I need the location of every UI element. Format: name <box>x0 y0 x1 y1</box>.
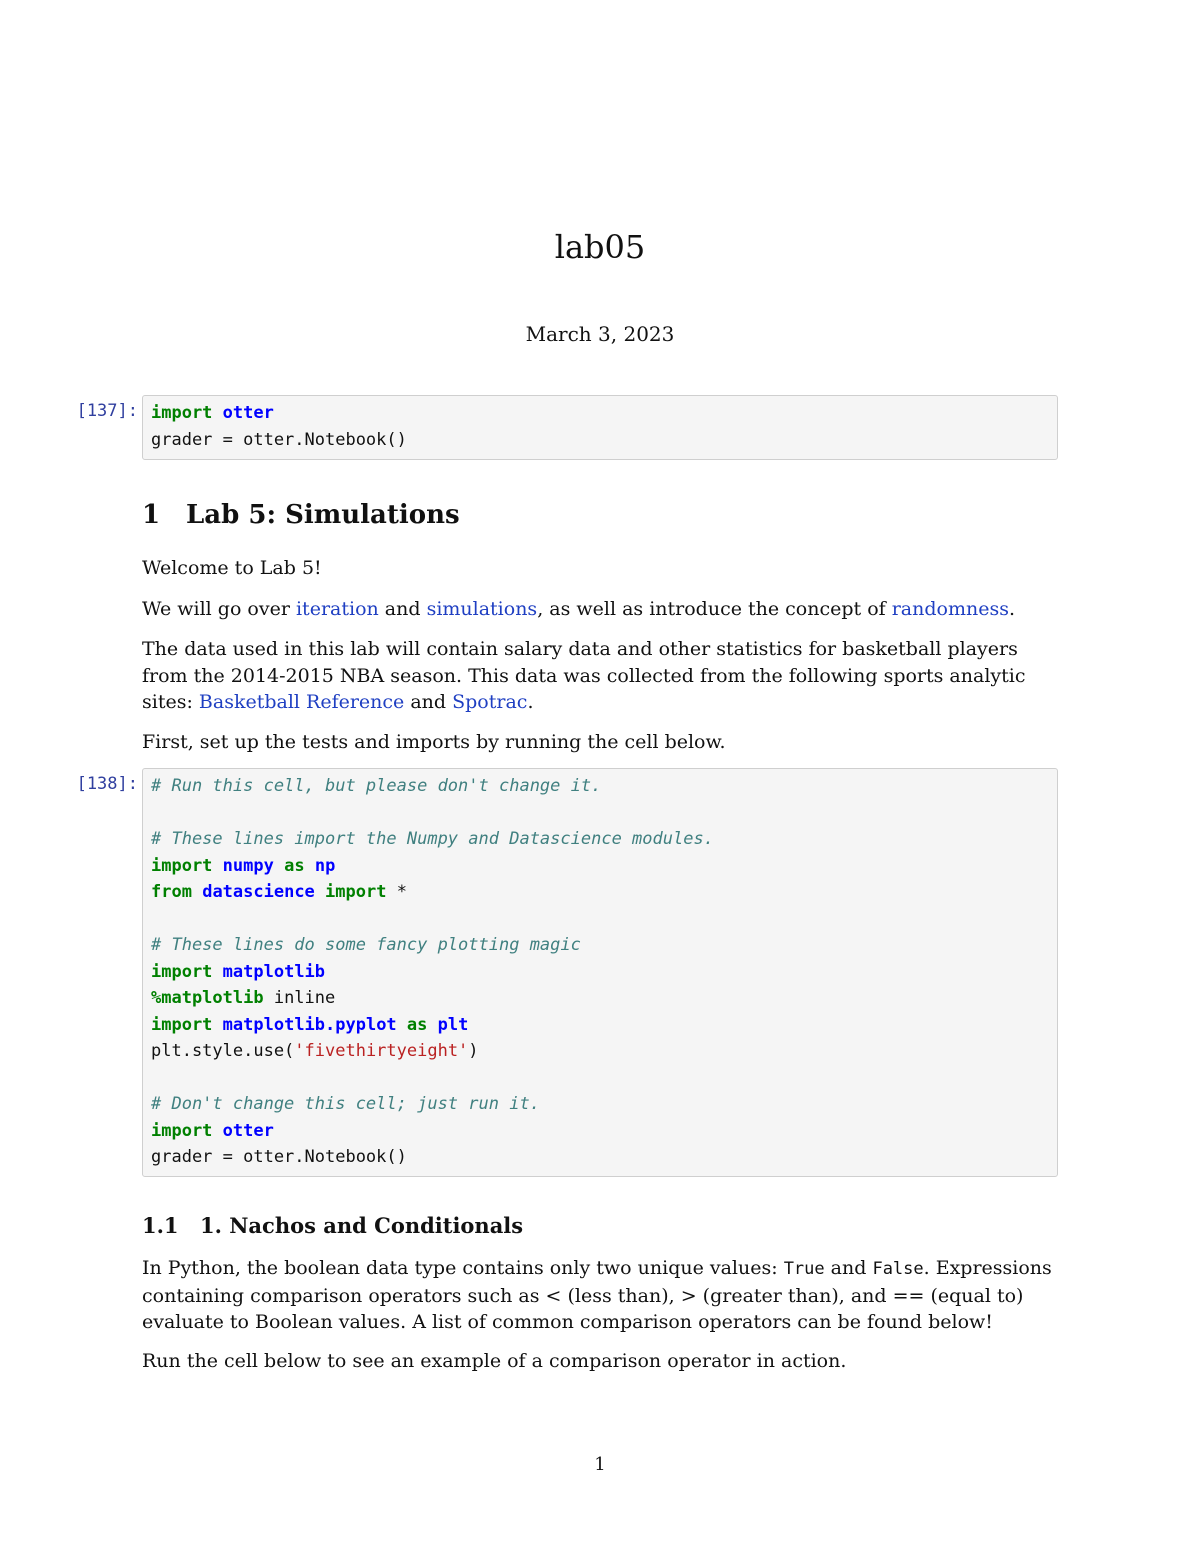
data-paragraph: The data used in this lab will contain salary data and other statistics for basketball players from the 2014-2015 NBA season. This data was collected from the following sports analytic sites: Basketball Reference and Spotrac. <box>142 638 1026 713</box>
welcome-paragraph: Welcome to Lab 5! <box>142 557 322 579</box>
code-cell-137[interactable] <box>142 395 1058 460</box>
code-line: # These lines import the Numpy and Datascience modules. <box>151 829 714 849</box>
document-title: lab05 <box>554 228 646 266</box>
code-line: from datascience import * <box>151 882 407 902</box>
code-line <box>151 800 1049 827</box>
cell-prompt-137: [137]: <box>76 401 138 421</box>
section-heading-lab5: 1 Lab 5: Simulations <box>142 500 460 530</box>
section-heading-nachos: 1.1 1. Nachos and Conditionals <box>142 1213 524 1238</box>
code-line: import otter <box>151 403 274 423</box>
setup-paragraph: First, set up the tests and imports by running the cell below. <box>142 731 726 753</box>
code-line: grader = otter.Notebook() <box>151 429 407 450</box>
iteration-link[interactable]: iteration <box>295 598 379 620</box>
spotrac-link[interactable]: Spotrac <box>452 691 528 713</box>
code-line: import matplotlib <box>151 961 326 982</box>
code-line <box>151 906 1049 933</box>
code-line: %matplotlib inline <box>151 988 336 1008</box>
code-line: grader = otter.Notebook() <box>151 1147 407 1167</box>
cell-prompt-138: [138]: <box>76 774 138 794</box>
code-cell-138[interactable] <box>142 768 1058 1177</box>
document-date: March 3, 2023 <box>525 322 675 346</box>
run-cell-paragraph: Run the cell below to see an example of a comparison operator in action. <box>142 1350 847 1372</box>
simulations-link[interactable]: simulations <box>426 598 538 620</box>
basketball-reference-link[interactable]: Basketball Reference <box>198 691 405 713</box>
randomness-link[interactable]: randomness <box>891 598 1009 620</box>
code-line: # These lines do some fancy plotting magic <box>151 935 581 955</box>
code-line: import matplotlib.pyplot as plt <box>151 1014 469 1035</box>
code-line: plt.style.use('fivethirtyeight') <box>151 1041 479 1061</box>
code-line: import otter <box>151 1120 274 1141</box>
code-line <box>151 1065 1049 1092</box>
code-line: # Don't change this cell; just run it. <box>151 1094 540 1114</box>
boolean-paragraph: In Python, the boolean data type contains only two unique values: True and False. Expressions containing comparison operators such as < (less than), > (greater than), and == (equal to) evaluate to Boolean values. A list of common comparison operators can be found below! <box>142 1257 1052 1333</box>
page-number: 1 <box>594 1454 606 1475</box>
intro-paragraph: We will go over iteration and simulations, as well as introduce the concept of randomness. <box>142 598 1015 620</box>
code-line: import numpy as np <box>151 855 336 876</box>
code-line: # Run this cell, but please don't change it. <box>151 776 602 796</box>
